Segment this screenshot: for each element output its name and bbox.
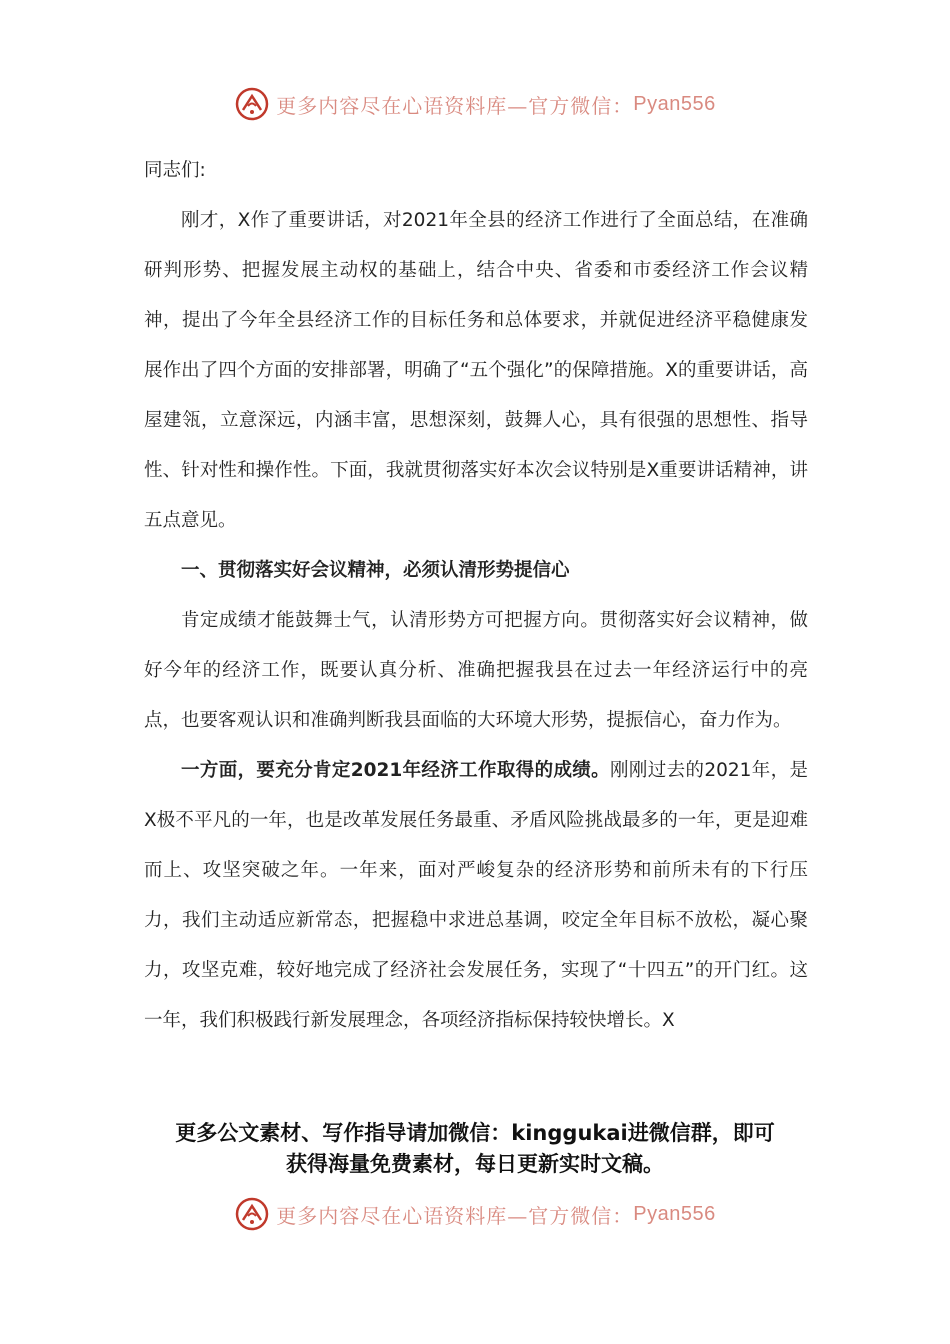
paragraph-3-lead: 一方面，要充分肯定2021年经济工作取得的成绩。 [181, 760, 611, 781]
banner-wechat-id: Pyan556 [633, 92, 716, 115]
banner-text: 更多内容尽在心语资料库—官方微信： [276, 1203, 634, 1228]
logo-icon [234, 1196, 270, 1232]
document-body [144, 146, 808, 1046]
header-banner [0, 84, 950, 124]
paragraph-1: 刚才，X作了重要讲话，对2021年全县的经济工作进行了全面总结，在准确研判形势、把握发展主动权的基础上，结合中央、省委和市委经济工作会议精神，提出了今年全县经济工作的目标任务和总体要求，并就促进经济平稳健康发展作出了四个方面的安排部署，明确了“五个强化”的保障措施。X的重要讲话，高屋建瓴，立意深远，内涵丰富，思想深刻，鼓舞人心，具有很强的思想性、指导性、针对性和操作性。下面，我就贯彻落实好本次会议特别是X重要讲话精神，讲五点意见。 [144, 210, 808, 531]
paragraph-3-rest: 刚刚过去的2021年，是X极不平凡的一年，也是改革发展任务最重、矛盾风险挑战最多的一年，更是迎难而上、攻坚突破之年。一年来，面对严峻复杂的经济形势和前所未有的下行压力，我们主动适应新常态，把握稳中求进总基调，咬定全年目标不放松，凝心聚力，攻坚克难，较好地完成了经济社会发展任务，实现了“十四五”的开门红。这一年，我们积极践行新发展理念，各项经济指标保持较快增长。X [144, 760, 808, 1031]
promo-text [120, 1118, 830, 1180]
promo-line-1: 更多公文素材、写作指导请加微信：kinggukai进微信群，即可 [175, 1121, 775, 1145]
paragraph-2: 肯定成绩才能鼓舞士气，认清形势方可把握方向。贯彻落实好会议精神，做好今年的经济工作，既要认真分析、准确把握我县在过去一年经济运行中的亮点，也要客观认识和准确判断我县面临的大环境大形势，提振信心，奋力作为。 [144, 610, 808, 731]
promo-line-2: 获得海量免费素材，每日更新实时文稿。 [286, 1152, 664, 1176]
paragraph-3 [144, 746, 808, 1046]
banner-wechat-id: Pyan556 [633, 1202, 716, 1225]
logo-icon [234, 86, 270, 122]
footer-banner [0, 1194, 950, 1234]
banner-text: 更多内容尽在心语资料库—官方微信： [276, 93, 634, 118]
section-heading-1: 一、贯彻落实好会议精神，必须认清形势提信心 [181, 560, 570, 581]
salutation: 同志们: [144, 160, 206, 181]
